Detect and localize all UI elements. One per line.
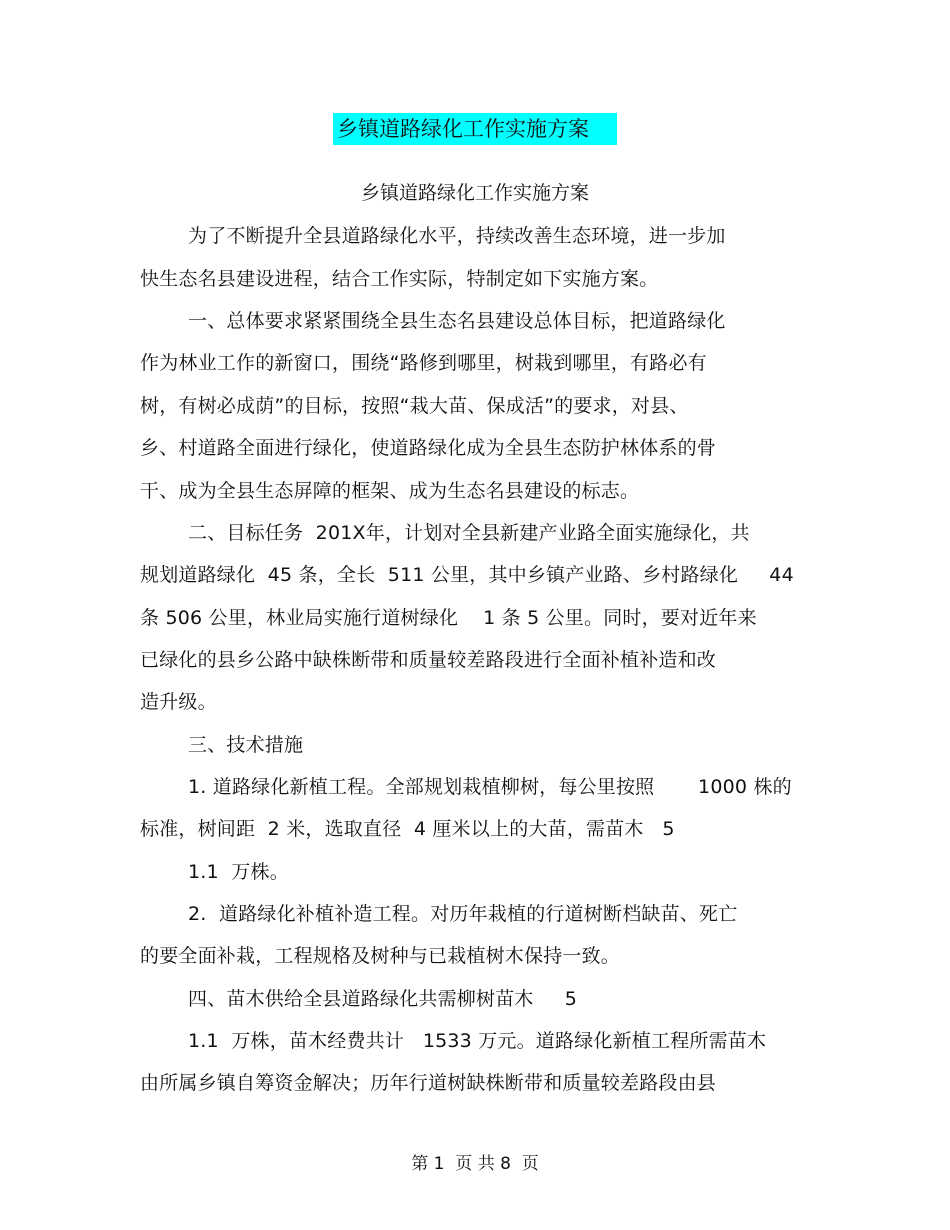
paragraph-line: 作为林业工作的新窗口，围绕“路修到哪里，树栽到哪里，有路必有: [140, 352, 707, 374]
paragraph-line: 2. 道路绿化补植补造工程。对历年栽植的行道树断档缺苗、死亡: [188, 903, 738, 925]
paragraph-line: 四、苗木供给全县道路绿化共需柳树苗木 5: [188, 988, 578, 1010]
paragraph-line: 1.1 万株。: [188, 861, 289, 883]
paragraph-line: 一、总体要求紧紧围绕全县生态名县建设总体目标，把道路绿化: [188, 310, 726, 332]
paragraph-line: 造升级。: [140, 691, 217, 713]
paragraph-line: 标准，树间距 2 米，选取直径 4 厘米以上的大苗，需苗木 5: [140, 818, 675, 840]
paragraph-line: 干、成为全县生态屏障的框架、成为生态名县建设的标志。: [140, 480, 640, 502]
paragraph-line: 条 506 公里，林业局实施行道树绿化 1 条 5 公里。同时，要对近年来: [140, 607, 757, 629]
paragraph-line: 二、目标任务 201X年，计划对全县新建产业路全面实施绿化，共: [188, 522, 750, 544]
paragraph-line: 为了不断提升全县道路绿化水平，持续改善生态环境，进一步加: [188, 225, 726, 247]
paragraph-line: 已绿化的县乡公路中缺株断带和质量较差路段进行全面补植补造和改: [140, 649, 717, 671]
document-title: 乡镇道路绿化工作实施方案: [333, 113, 617, 145]
paragraph-line: 树，有树必成荫”的目标，按照“栽大苗、保成活”的要求，对县、: [140, 395, 689, 417]
paragraph-line: 由所属乡镇自筹资金解决；历年行道树缺株断带和质量较差路段由县: [140, 1072, 717, 1094]
title-wrap: [0, 113, 950, 145]
paragraph-line: 乡、村道路全面进行绿化，使道路绿化成为全县生态防护林体系的骨: [140, 437, 717, 459]
page-footer: 第 1 页 共 8 页: [411, 1154, 539, 1174]
paragraph-line: 的要全面补栽，工程规格及树种与已栽植树木保持一致。: [140, 945, 621, 967]
paragraph-line: 1. 道路绿化新植工程。全部规划栽植柳树，每公里按照 1000 株的: [188, 776, 792, 798]
document-subtitle: 乡镇道路绿化工作实施方案: [360, 182, 589, 204]
paragraph-line: 1.1 万株，苗木经费共计 1533 万元。道路绿化新植工程所需苗木: [188, 1030, 767, 1052]
paragraph-line: 快生态名县建设进程，结合工作实际，特制定如下实施方案。: [140, 268, 659, 290]
paragraph-line: 规划道路绿化 45 条，全长 511 公里，其中乡镇产业路、乡村路绿化 44: [140, 564, 794, 586]
section-heading: 三、技术措施: [188, 734, 304, 756]
